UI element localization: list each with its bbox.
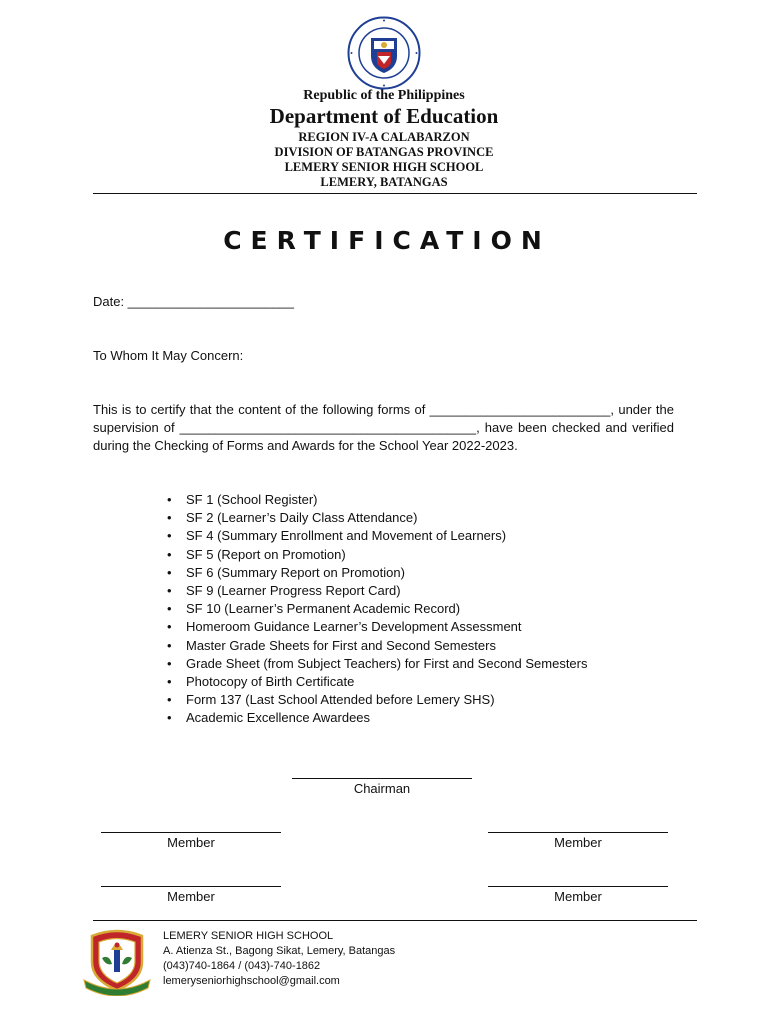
member-label: Member [167,889,215,904]
list-item: • SF 5 (Report on Promotion) [163,546,588,564]
list-item: • Master Grade Sheets for First and Second Semesters [163,637,588,655]
signature-line [488,832,668,833]
footer-contact [163,929,395,989]
list-item: • Form 137 (Last School Attended before Lemery SHS) [163,691,588,709]
footer-address: A. Atienza St., Bagong Sikat, Lemery, Batangas [163,945,396,957]
member-signature-block [101,832,281,850]
region-label: REGION IV-A CALABARZON [298,130,470,144]
list-item: • Photocopy of Birth Certificate [163,673,588,691]
signature-line [292,778,472,779]
town-label: LEMERY, BATANGAS [320,175,448,189]
document-title: CERTIFICATION [223,226,551,255]
date-field: Date: _______________________ [93,294,294,309]
division-label: DIVISION OF BATANGAS PROVINCE [274,145,494,159]
list-item: • SF 6 (Summary Report on Promotion) [163,564,588,582]
forms-list [163,491,588,728]
list-item: • SF 4 (Summary Enrollment and Movement of Learners) [163,527,588,545]
list-item: • Homeroom Guidance Learner’s Development Assessment [163,618,588,636]
signature-line [101,886,281,887]
footer-email: lemeryseniorhighschool@gmail.com [163,975,340,987]
member-signature-block [488,832,668,850]
footer-phone: (043)740-1864 / (043)-740-1862 [163,960,321,972]
deped-seal-logo [347,16,421,90]
footer-divider [93,920,697,921]
header-divider [93,193,697,194]
list-item: • SF 1 (School Register) [163,491,588,509]
list-item: • Grade Sheet (from Subject Teachers) for First and Second Semesters [163,655,588,673]
member-label: Member [167,835,215,850]
list-item: • SF 2 (Learner’s Daily Class Attendance) [163,509,588,527]
signature-line [101,832,281,833]
salutation: To Whom It May Concern: [93,348,244,363]
list-item: • SF 10 (Learner’s Permanent Academic Record) [163,600,588,618]
chairman-signature-block [292,778,472,796]
republic-label: Republic of the Philippines [303,88,465,103]
list-item: • Academic Excellence Awardees [163,709,588,727]
member-label: Member [554,835,602,850]
member-signature-block [101,886,281,904]
list-item: • SF 9 (Learner Progress Report Card) [163,582,588,600]
certification-paragraph: This is to certify that the content of the following forms of _________________________, under the supervision of _________________________________________, have been checked and verified during the Checking of Forms and Awards for the School Year 2022-2023. [93,402,674,454]
school-seal-logo [82,928,152,996]
school-label: LEMERY SENIOR HIGH SCHOOL [284,160,484,174]
signature-line [488,886,668,887]
department-title: Department of Education [269,104,499,128]
chairman-label: Chairman [353,781,411,796]
footer-school-name: LEMERY SENIOR HIGH SCHOOL [163,930,334,942]
member-signature-block [488,886,668,904]
member-label: Member [554,889,602,904]
